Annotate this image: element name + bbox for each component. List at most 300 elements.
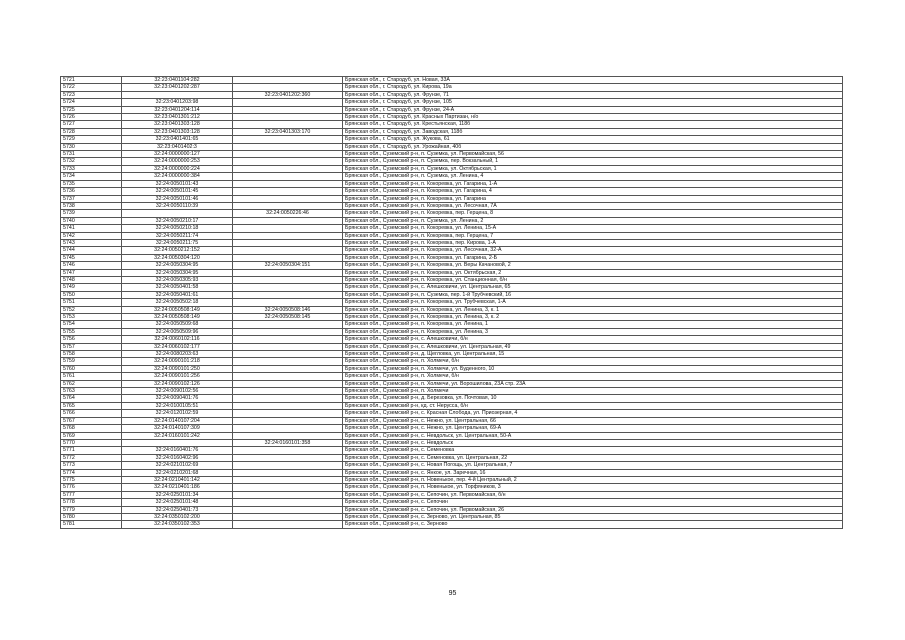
cadastral-number-cell: 32:24:0050304:95 [122,262,233,269]
previous-cadastral-number-cell [233,402,343,409]
table-row [61,99,843,106]
table-row [61,247,843,254]
address-cell: Брянская обл., Суземский р-н, с. Алешковичи, ул. Центральная, 49 [343,343,843,350]
row-number-cell: 5747 [61,269,122,276]
cadastral-number-cell: 32:23:0401301:212 [122,114,233,121]
address-cell: Брянская обл., Суземский р-н, п. Суземка, пер. Вокзальный, 1 [343,158,843,165]
row-number-cell: 5725 [61,106,122,113]
table-row [61,521,843,528]
table-row [61,388,843,395]
previous-cadastral-number-cell [233,328,343,335]
row-number-cell: 5737 [61,195,122,202]
address-cell: Брянская обл., Суземский р-н, п. Суземка, ул. Октябрьская, 1 [343,165,843,172]
row-number-cell: 5775 [61,476,122,483]
address-cell: Брянская обл., Суземский р-н, с. Сепочин [343,499,843,506]
table-row [61,314,843,321]
cadastral-number-cell: 32:23:0401204:114 [122,106,233,113]
row-number-cell: 5750 [61,291,122,298]
address-cell: Брянская обл., Суземский р-н, п. Кокоревка, ул. Гагарина [343,195,843,202]
table-row [61,410,843,417]
row-number-cell: 5743 [61,239,122,246]
previous-cadastral-number-cell [233,358,343,365]
table-row [61,321,843,328]
table-row [61,136,843,143]
address-cell: Брянская обл., г. Стародуб, ул. Жукова, 61 [343,136,843,143]
cadastral-number-cell: 32:24:0090102:56 [122,388,233,395]
previous-cadastral-number-cell [233,380,343,387]
row-number-cell: 5764 [61,395,122,402]
address-cell: Брянская обл., Суземский р-н, п. Кокоревка, ул. Гагарина, 2-Б [343,254,843,261]
address-cell: Брянская обл., Суземский р-н, п. Новенькое, ул. Торфяников, 3 [343,484,843,491]
previous-cadastral-number-cell [233,77,343,84]
row-number-cell: 5762 [61,380,122,387]
cadastral-number-cell: 32:24:0250101:34 [122,491,233,498]
address-cell: Брянская обл., Суземский р-н, п. Суземка, ул. Ленина, 2 [343,217,843,224]
row-number-cell: 5770 [61,439,122,446]
previous-cadastral-number-cell [233,499,343,506]
cadastral-number-cell: 32:24:0090401:76 [122,395,233,402]
cadastral-number-cell: 32:24:0050508:149 [122,306,233,313]
previous-cadastral-number-cell [233,365,343,372]
row-number-cell: 5758 [61,351,122,358]
cadastral-number-cell: 32:24:0100105:51 [122,402,233,409]
previous-cadastral-number-cell [233,351,343,358]
previous-cadastral-number-cell [233,417,343,424]
table-row [61,447,843,454]
previous-cadastral-number-cell [233,343,343,350]
table-row [61,299,843,306]
previous-cadastral-number-cell [233,188,343,195]
address-cell: Брянская обл., г. Стародуб, ул. Фрунзе, 71 [343,91,843,98]
table-row [61,151,843,158]
row-number-cell: 5755 [61,328,122,335]
address-cell: Брянская обл., Суземский р-н, п. Кокоревка, ул. Лесочная, 7А [343,202,843,209]
address-cell: Брянская обл., Суземский р-н, п. Кокоревка, пер. Кирова, 1-А [343,239,843,246]
row-number-cell: 5776 [61,484,122,491]
table-row [61,439,843,446]
address-cell: Брянская обл., Суземский р-н, п. Кокоревка, пер. Герцена, 8 [343,210,843,217]
address-cell: Брянская обл., Суземский р-н, с. Семеновка [343,447,843,454]
address-cell: Брянская обл., Суземский р-н, с. Новая Погощь, ул. Центральная, 7 [343,462,843,469]
address-cell: Брянская обл., Суземский р-н, п. Холмечи, ул. Ворошилова, 23А стр. 23А [343,380,843,387]
previous-cadastral-number-cell [233,143,343,150]
address-cell: Брянская обл., Суземский р-н, п. Кокоревка, пер. Герцена, 7 [343,232,843,239]
cadastral-number-cell: 32:24:0210401:186 [122,484,233,491]
table-row [61,454,843,461]
address-cell: Брянская обл., Суземский р-н, п. Кокоревка, ул. Трубчевская, 1-А [343,299,843,306]
row-number-cell: 5756 [61,336,122,343]
cadastral-number-cell: 32:24:0050305:93 [122,276,233,283]
table-row [61,239,843,246]
address-cell: Брянская обл., г. Стародуб, ул. Крестьянская, 118б [343,121,843,128]
address-cell: Брянская обл., Суземский р-н, с. Невдольск [343,439,843,446]
address-cell: Брянская обл., Суземский р-н, п. Кокоревка, ул. Гагарина, 4 [343,188,843,195]
table-row [61,417,843,424]
row-number-cell: 5749 [61,284,122,291]
previous-cadastral-number-cell [233,254,343,261]
row-number-cell: 5768 [61,425,122,432]
row-number-cell: 5740 [61,217,122,224]
previous-cadastral-number-cell [233,202,343,209]
table-row [61,328,843,335]
cadastral-number-cell: 32:24:0050211:75 [122,239,233,246]
cadastral-number-cell: 32:24:0090101:250 [122,365,233,372]
cadastral-number-cell: 32:23:0401401:65 [122,136,233,143]
row-number-cell: 5760 [61,365,122,372]
previous-cadastral-number-cell [233,299,343,306]
cadastral-number-cell: 32:23:0401402:3 [122,143,233,150]
table-row [61,425,843,432]
previous-cadastral-number-cell [233,336,343,343]
cadastral-number-cell: 32:24:0050211:74 [122,232,233,239]
previous-cadastral-number-cell: 32:24:0050226:46 [233,210,343,217]
cadastral-number-cell: 32:24:0120102:59 [122,410,233,417]
table-row [61,225,843,232]
table-row [61,276,843,283]
row-number-cell: 5739 [61,210,122,217]
address-cell: Брянская обл., Суземский р-н, п. Холмечи, б/н [343,358,843,365]
previous-cadastral-number-cell [233,521,343,528]
address-cell: Брянская обл., Суземский р-н, п. Кокоревка, ул. Ленина, 15-А [343,225,843,232]
previous-cadastral-number-cell [233,484,343,491]
address-cell: Брянская обл., г. Стародуб, ул. Кирова, 19а [343,84,843,91]
cadastral-number-cell: 32:24:0060102:177 [122,343,233,350]
table-row [61,462,843,469]
previous-cadastral-number-cell [233,388,343,395]
previous-cadastral-number-cell [233,476,343,483]
previous-cadastral-number-cell: 32:24:0050304:151 [233,262,343,269]
table-row [61,180,843,187]
table-row [61,195,843,202]
address-cell: Брянская обл., Суземский р-н, п. Кокоревка, ул. Гагарина, 1-А [343,180,843,187]
address-cell: Брянская обл., Суземский р-н, с. Семеновка, ул. Центральная, 22 [343,454,843,461]
cadastral-number-cell: 32:24:0000000:384 [122,173,233,180]
row-number-cell: 5722 [61,84,122,91]
cadastral-number-cell: 32:24:0090101:256 [122,373,233,380]
previous-cadastral-number-cell [233,232,343,239]
previous-cadastral-number-cell [233,276,343,283]
cadastral-number-cell: 32:24:0210102:69 [122,462,233,469]
previous-cadastral-number-cell [233,425,343,432]
address-cell: Брянская обл., г. Стародуб, ул. Новая, 33А [343,77,843,84]
row-number-cell: 5771 [61,447,122,454]
table-row [61,380,843,387]
table-row [61,143,843,150]
row-number-cell: 5753 [61,314,122,321]
address-cell: Брянская обл., Суземский р-н, п. Кокоревка, ул. Ленина, 3, к. 1 [343,306,843,313]
cadastral-number-cell [122,210,233,217]
row-number-cell: 5728 [61,128,122,135]
previous-cadastral-number-cell [233,158,343,165]
table-row [61,254,843,261]
cadastral-number-cell: 32:24:0050212:152 [122,247,233,254]
table-row [61,173,843,180]
cadastral-number-cell: 32:24:0050110:39 [122,202,233,209]
cadastral-number-cell: 32:24:0140107:309 [122,425,233,432]
address-cell: Брянская обл., Суземский р-н, с. Невдольск, ул. Центральная, 50-А [343,432,843,439]
previous-cadastral-number-cell [233,225,343,232]
cadastral-number-cell: 32:24:0050502:18 [122,299,233,306]
previous-cadastral-number-cell [233,180,343,187]
table-row [61,484,843,491]
previous-cadastral-number-cell [233,321,343,328]
previous-cadastral-number-cell [233,462,343,469]
cadastral-number-cell: 32:24:0210401:142 [122,476,233,483]
address-cell: Брянская обл., Суземский р-н, с. Нежно, ул. Центральная, 66 [343,417,843,424]
previous-cadastral-number-cell [233,239,343,246]
cadastral-number-cell: 32:24:0210201:68 [122,469,233,476]
row-number-cell: 5726 [61,114,122,121]
row-number-cell: 5729 [61,136,122,143]
address-cell: Брянская обл., Суземский р-н, с. Нежно, ул. Центральная, 69-А [343,425,843,432]
row-number-cell: 5733 [61,165,122,172]
table-row [61,506,843,513]
row-number-cell: 5723 [61,91,122,98]
row-number-cell: 5779 [61,506,122,513]
address-cell: Брянская обл., Суземский р-н, д. Щегловка, ул. Центральная, 15 [343,351,843,358]
table-row [61,210,843,217]
cadastral-number-cell: 32:24:0000000:224 [122,165,233,172]
previous-cadastral-number-cell [233,284,343,291]
previous-cadastral-number-cell [233,432,343,439]
row-number-cell: 5748 [61,276,122,283]
table-row [61,291,843,298]
address-cell: Брянская обл., Суземский р-н, п. Холмечи [343,388,843,395]
table-row [61,121,843,128]
table-row [61,373,843,380]
previous-cadastral-number-cell [233,469,343,476]
table-row [61,284,843,291]
row-number-cell: 5763 [61,388,122,395]
cadastral-number-cell: 32:24:0050509:96 [122,328,233,335]
previous-cadastral-number-cell [233,195,343,202]
cadastral-number-cell: 32:24:0050101:45 [122,188,233,195]
table-row [61,343,843,350]
address-cell: Брянская обл., Суземский р-н, с. Сепочин, ул. Первомайская, 26 [343,506,843,513]
row-number-cell: 5751 [61,299,122,306]
cadastral-number-cell: 32:24:0160101:242 [122,432,233,439]
address-cell: Брянская обл., Суземский р-н, п. Кокоревка, ул. Станционная, б/н [343,276,843,283]
row-number-cell: 5724 [61,99,122,106]
table-row [61,476,843,483]
address-cell: Брянская обл., Суземский р-н, п. Кокоревка, ул. Ленина, 1 [343,321,843,328]
cadastral-number-cell [122,91,233,98]
cadastral-number-cell: 32:24:0050101:43 [122,180,233,187]
table-row [61,84,843,91]
address-cell: Брянская обл., Суземский р-н, п. Кокоревка, ул. Ленина, 3, к. 2 [343,314,843,321]
table-row [61,365,843,372]
cadastral-number-cell: 32:24:0000000:253 [122,158,233,165]
previous-cadastral-number-cell: 32:24:0160101:358 [233,439,343,446]
row-number-cell: 5732 [61,158,122,165]
table-row [61,158,843,165]
row-number-cell: 5746 [61,262,122,269]
table-row [61,232,843,239]
row-number-cell: 5772 [61,454,122,461]
previous-cadastral-number-cell [233,269,343,276]
address-cell: Брянская обл., Суземский р-н, п. Кокоревка, ул. Лесочная, 32-А [343,247,843,254]
previous-cadastral-number-cell [233,454,343,461]
previous-cadastral-number-cell [233,491,343,498]
previous-cadastral-number-cell [233,373,343,380]
row-number-cell: 5765 [61,402,122,409]
previous-cadastral-number-cell: 32:24:0050508:145 [233,314,343,321]
table-row [61,128,843,135]
table-row [61,77,843,84]
registry-table-body [61,77,843,529]
address-cell: Брянская обл., Суземский р-н, п. Холмечи, ул. Буденного, 10 [343,365,843,372]
address-cell: Брянская обл., Суземский р-н, п. Суземка, пер. 1-й Трубчевский, 16 [343,291,843,298]
table-row [61,114,843,121]
address-cell: Брянская обл., Суземский р-н, с. Алешковичи, б/н [343,336,843,343]
table-row [61,432,843,439]
cadastral-number-cell: 32:24:0000000:127 [122,151,233,158]
address-cell: Брянская обл., Суземский р-н, п. Холмечи, б/н [343,373,843,380]
row-number-cell: 5752 [61,306,122,313]
row-number-cell: 5738 [61,202,122,209]
table-row [61,469,843,476]
table-row [61,402,843,409]
address-cell: Брянская обл., г. Стародуб, ул. Фрунзе, 24-А [343,106,843,113]
table-row [61,306,843,313]
previous-cadastral-number-cell [233,165,343,172]
registry-table [60,76,843,529]
table-row [61,513,843,520]
address-cell: Брянская обл., Суземский р-н, с. Алешковичи, ул. Центральная, 65 [343,284,843,291]
row-number-cell: 5778 [61,499,122,506]
cadastral-number-cell: 32:23:0401104:282 [122,77,233,84]
cadastral-number-cell: 32:23:0401303:128 [122,128,233,135]
address-cell: Брянская обл., Суземский р-н, с. Сепочин, ул. Первомайская, б/н [343,491,843,498]
cadastral-number-cell: 32:24:0050401:61 [122,291,233,298]
cadastral-number-cell: 32:24:0050304:95 [122,269,233,276]
previous-cadastral-number-cell [233,410,343,417]
previous-cadastral-number-cell [233,247,343,254]
table-row [61,499,843,506]
row-number-cell: 5766 [61,410,122,417]
table-row [61,358,843,365]
table-row [61,262,843,269]
cadastral-number-cell: 32:24:0050509:68 [122,321,233,328]
cadastral-number-cell: 32:24:0140107:204 [122,417,233,424]
cadastral-number-cell: 32:24:0350102:200 [122,513,233,520]
row-number-cell: 5774 [61,469,122,476]
row-number-cell: 5781 [61,521,122,528]
previous-cadastral-number-cell: 32:24:0050508:146 [233,306,343,313]
cadastral-number-cell: 32:24:0050304:120 [122,254,233,261]
cadastral-number-cell: 32:24:0250101:48 [122,499,233,506]
previous-cadastral-number-cell [233,121,343,128]
cadastral-number-cell: 32:24:0090101:218 [122,358,233,365]
row-number-cell: 5754 [61,321,122,328]
previous-cadastral-number-cell [233,291,343,298]
address-cell: Брянская обл., Суземский р-н, с. Зерново [343,521,843,528]
cadastral-number-cell: 32:24:0050210:17 [122,217,233,224]
row-number-cell: 5735 [61,180,122,187]
row-number-cell: 5757 [61,343,122,350]
address-cell: Брянская обл., Суземский р-н, п. Новенькое, пер. 4-й Центральный, 2 [343,476,843,483]
row-number-cell: 5731 [61,151,122,158]
table-row [61,491,843,498]
table-row [61,188,843,195]
previous-cadastral-number-cell [233,99,343,106]
page-number: 95 [448,590,457,597]
cadastral-number-cell: 32:24:0160402:96 [122,454,233,461]
row-number-cell: 5721 [61,77,122,84]
row-number-cell: 5780 [61,513,122,520]
previous-cadastral-number-cell [233,447,343,454]
previous-cadastral-number-cell [233,136,343,143]
table-row [61,165,843,172]
row-number-cell: 5767 [61,417,122,424]
previous-cadastral-number-cell [233,84,343,91]
table-row [61,202,843,209]
cadastral-number-cell: 32:24:0160401:76 [122,447,233,454]
previous-cadastral-number-cell [233,106,343,113]
row-number-cell: 5759 [61,358,122,365]
table-row [61,395,843,402]
row-number-cell: 5727 [61,121,122,128]
address-cell: Брянская обл., Суземский р-н, кд. ст. Неруссa, б/н [343,402,843,409]
table-row [61,106,843,113]
table-row [61,91,843,98]
previous-cadastral-number-cell [233,151,343,158]
cadastral-number-cell: 32:24:0050210:18 [122,225,233,232]
previous-cadastral-number-cell: 32:23:0401303:170 [233,128,343,135]
row-number-cell: 5744 [61,247,122,254]
cadastral-number-cell [122,439,233,446]
address-cell: Брянская обл., Суземский р-н, п. Кокоревка, ул. Октябрьская, 2 [343,269,843,276]
table-row [61,217,843,224]
cadastral-number-cell: 32:23:0401303:128 [122,121,233,128]
row-number-cell: 5730 [61,143,122,150]
address-cell: Брянская обл., Суземский р-н, с. Красная Слобода, ул. Приозерная, 4 [343,410,843,417]
table-row [61,336,843,343]
address-cell: Брянская обл., Суземский р-н, д. Березовка, ул. Почтовая, 10 [343,395,843,402]
previous-cadastral-number-cell [233,114,343,121]
table-row [61,269,843,276]
cadastral-number-cell: 32:23:0401203:98 [122,99,233,106]
address-cell: Брянская обл., Суземский р-н, с. Янкое, ул. Заречная, 16 [343,469,843,476]
row-number-cell: 5741 [61,225,122,232]
cadastral-number-cell: 32:24:0250401:73 [122,506,233,513]
address-cell: Брянская обл., Суземский р-н, п. Суземка, ул. Первомайская, 56 [343,151,843,158]
address-cell: Брянская обл., г. Стародуб, ул. Красных Партизан, н/о [343,114,843,121]
cadastral-number-cell: 32:24:0080203:63 [122,351,233,358]
row-number-cell: 5773 [61,462,122,469]
previous-cadastral-number-cell: 32:23:0401202:360 [233,91,343,98]
table-row [61,351,843,358]
row-number-cell: 5777 [61,491,122,498]
address-cell: Брянская обл., г. Стародуб, ул. Фрунзе, 105 [343,99,843,106]
cadastral-number-cell: 32:24:0050508:149 [122,314,233,321]
address-cell: Брянская обл., г. Стародуб, ул. Урожайная, 40б [343,143,843,150]
cadastral-number-cell: 32:24:0090102:126 [122,380,233,387]
cadastral-number-cell: 32:24:0060102:116 [122,336,233,343]
address-cell: Брянская обл., Суземский р-н, п. Кокоревка, ул. Веры Качановой, 2 [343,262,843,269]
cadastral-number-cell: 32:24:0050401:58 [122,284,233,291]
row-number-cell: 5734 [61,173,122,180]
row-number-cell: 5742 [61,232,122,239]
cadastral-number-cell: 32:24:0050101:46 [122,195,233,202]
row-number-cell: 5769 [61,432,122,439]
previous-cadastral-number-cell [233,506,343,513]
row-number-cell: 5736 [61,188,122,195]
previous-cadastral-number-cell [233,513,343,520]
previous-cadastral-number-cell [233,173,343,180]
row-number-cell: 5761 [61,373,122,380]
address-cell: Брянская обл., Суземский р-н, с. Зерново, ул. Центральная, 85 [343,513,843,520]
